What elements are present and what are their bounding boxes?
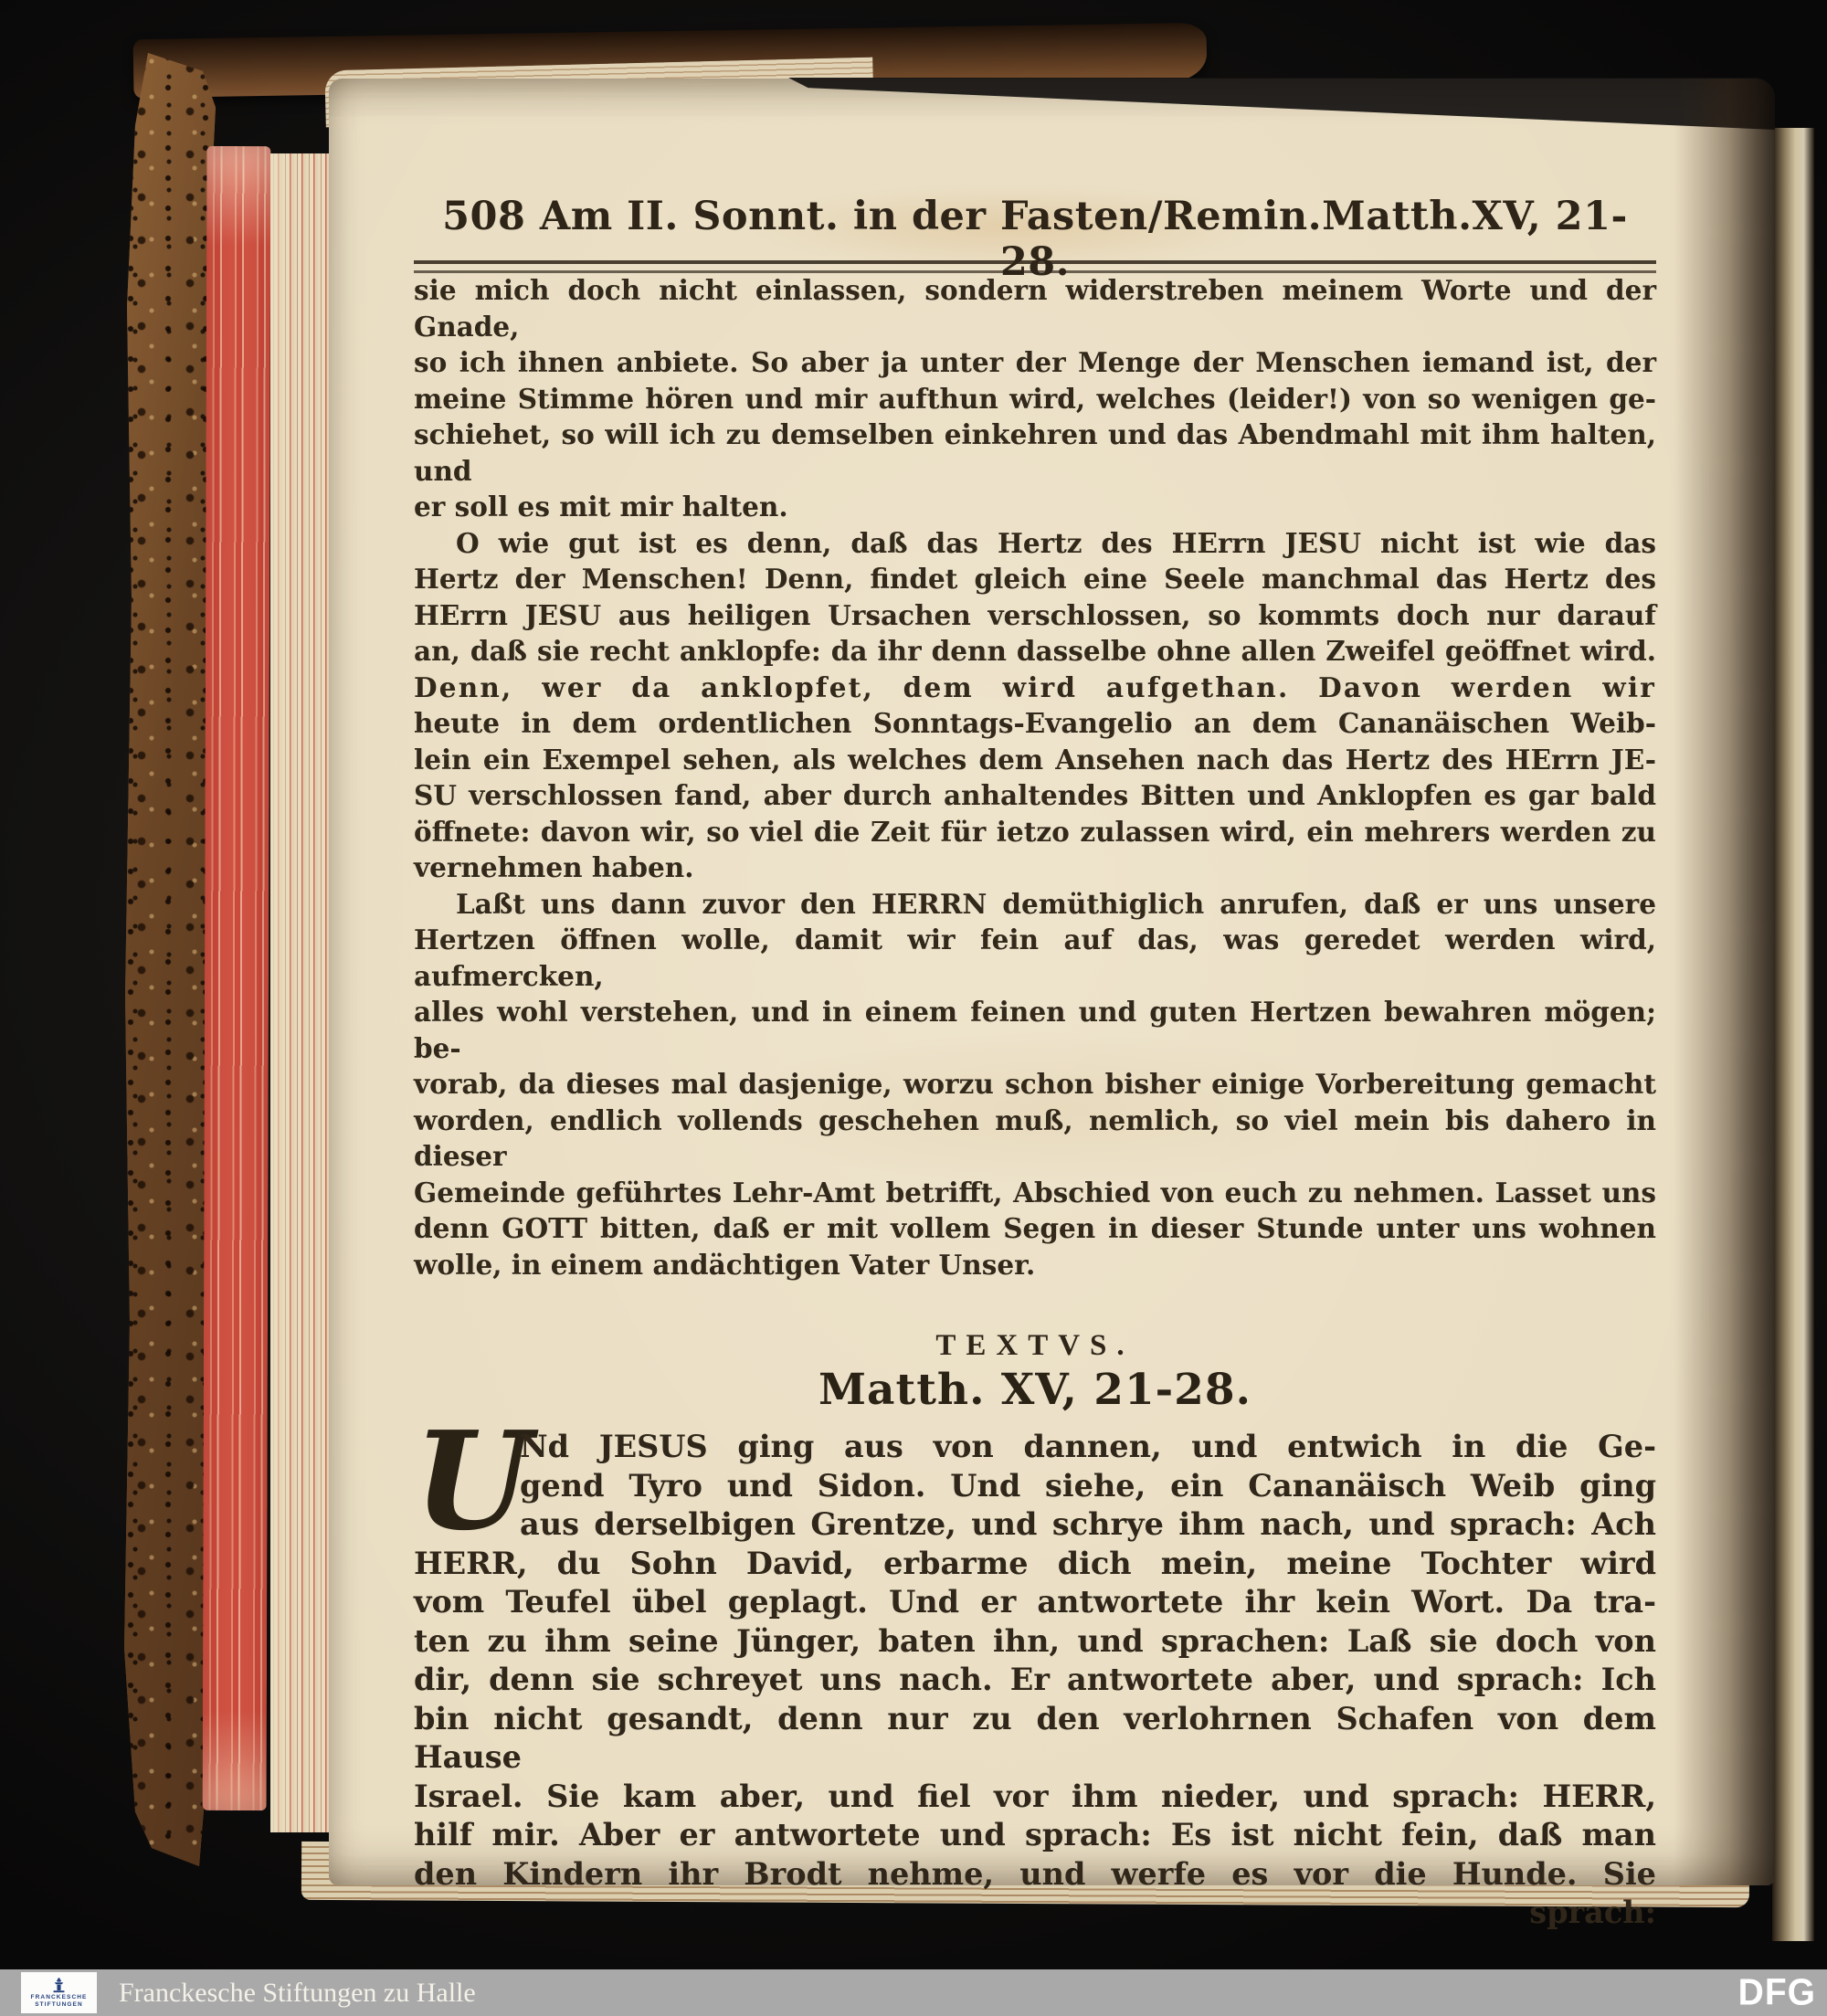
page-stack-left-edge [270, 153, 336, 1832]
text-line: gend Tyro und Sidon. Und siehe, ein Cananäisch Weib ging [520, 1467, 1656, 1504]
catchword: sprach: [1529, 1895, 1656, 1930]
text-line: Hertz der Menschen! Denn, findet gleich eine Seele manchmal das Hertz des [414, 563, 1656, 595]
paragraph [414, 886, 1656, 1283]
text-line: Israel. Sie kam aber, und fiel vor ihm nieder, und sprach: HERR, [414, 1778, 1656, 1814]
facing-page-sliver [1772, 128, 1814, 1941]
text-line: alles wohl verstehen, und in einem feinen und guten Hertzen bewahren mögen; be- [414, 996, 1656, 1064]
text-line: HERR, du Sohn David, erbarme dich mein, meine Tochter wird [414, 1545, 1656, 1581]
book-red-fore-edge [203, 146, 271, 1810]
text-line: HErrn JESU aus heiligen Ursachen verschlossen, so kommts doch nur darauf [414, 598, 1656, 631]
text-line: worden, endlich vollends geschehen muß, nemlich, so viel mein bis dahero in dieser [414, 1103, 1656, 1172]
text-line: sie mich doch nicht einlassen, sondern widerstreben meinem Worte und der Gnade, [414, 274, 1656, 343]
text-line: ten zu ihm seine Jünger, baten ihn, und sprachen: Laß sie doch von [414, 1622, 1656, 1659]
book-cover-marbled-edge [124, 53, 216, 1866]
text-line: an, daß sie recht anklopfe: da ihr denn dasselbe ohne allen Zweifel geöffnet wird. [414, 635, 1656, 667]
text-line: aus derselbigen Grentze, und schrye ihm nach, und sprach: Ach [520, 1506, 1656, 1542]
footer-bar [0, 1969, 1827, 2016]
book-page [329, 79, 1774, 1930]
text-line: Gemeinde geführtes Lehr-Amt betrifft, Abschied von euch zu nehmen. Lasset uns [414, 1176, 1656, 1209]
paragraph [414, 272, 1656, 525]
dfg-logo: DFG [1737, 1971, 1816, 2013]
scripture-lines [414, 1401, 1656, 1894]
page-header: 508 Am II. Sonnt. in der Fasten/Remin.Matth.XV, 21-28. [442, 194, 1628, 285]
text-line: meine Stimme hören und mir aufthun wird, welches (leider!) von so wenigen ge- [414, 382, 1656, 415]
text-line: Denn, wer da anklopfet, dem wird aufgethan. Davon werden wir [414, 670, 1656, 703]
text-line: SU verschlossen fand, aber durch anhaltendes Bitten und Anklopfen es gar bald [414, 779, 1656, 811]
text-line: öffnete: davon wir, so viel die Zeit für ietzo zulassen wird, ein mehrers werden zu [414, 815, 1656, 848]
text-line: vom Teufel übel geplagt. Und er antwortete ihr kein Wort. Da tra- [414, 1584, 1656, 1620]
paragraph [414, 525, 1656, 886]
text-line: O wie gut ist es denn, daß das Hertz des HErrn JESU nicht ist wie das [456, 526, 1656, 559]
text-line: heute in dem ordentlichen Sonntags-Evangelio an dem Cananäischen Weib- [414, 707, 1656, 739]
text-line: vernehmen haben. [414, 851, 694, 883]
text-line: denn GOTT bitten, daß er mit vollem Segen in dieser Stunde unter uns wohnen [414, 1212, 1656, 1244]
text-line: schiehet, so will ich zu demselben einkehren und das Abendmahl mit ihm halten, und [414, 418, 1656, 487]
text-line: hilf mir. Aber er antwortete und sprach: Es ist nicht fein, daß man [414, 1817, 1656, 1852]
franckesche-logo-caption-line2: STIFTUNGEN [35, 2001, 83, 2008]
scripture-block [414, 1401, 1656, 1933]
sermon-text-block [414, 272, 1656, 1933]
text-line: den Kindern ihr Brodt nehme, und werfe es vor die Hunde. Sie [414, 1855, 1656, 1892]
text-line: Hertzen öffnen wolle, damit wir fein auf das, was geredet werden wird, aufmercken, [414, 924, 1656, 992]
franckesche-logo-caption-line1: FRANCKESCHE [30, 1993, 88, 2000]
text-line: wolle, in einem andächtigen Vater Unser. [414, 1248, 1036, 1281]
text-line: bin nicht gesandt, denn nur zu den verlohrnen Schafen von dem Hause [414, 1700, 1656, 1775]
library-name: Franckesche Stiftungen zu Halle [119, 1977, 476, 2008]
text-line: er soll es mit mir halten. [414, 491, 788, 522]
text-line: lein ein Exempel sehen, als welches dem Ansehen nach das Hertz des HErrn JE- [414, 743, 1656, 776]
text-line: Laßt uns dann zuvor den HERRN demüthiglich anrufen, daß er uns unsere [456, 887, 1656, 920]
franckesche-logo-box [21, 1972, 97, 2013]
text-line: vorab, da dieses mal dasjenige, worzu schon bisher einige Vorbereitung gemacht [414, 1068, 1656, 1100]
textus-heading: TEXTVS. [935, 1329, 1135, 1362]
franckesche-eagle-icon [51, 1978, 67, 1993]
page-top-shadow [788, 78, 1775, 134]
text-line: dir, denn sie schreyet uns nach. Er antwortete aber, und sprach: Ich [414, 1662, 1656, 1697]
drop-cap-initial: U [414, 1401, 533, 1560]
pericope-heading: Matth. XV, 21-28. [818, 1364, 1251, 1415]
text-line: so ich ihnen anbiete. So aber ja unter der Menge der Menschen iemand ist, der [414, 346, 1656, 378]
page-gutter-shade [1674, 79, 1774, 1885]
text-line: Nd JESUS ging aus von dannen, und entwich in die Ge- [520, 1429, 1656, 1464]
header-double-rule [414, 260, 1656, 273]
